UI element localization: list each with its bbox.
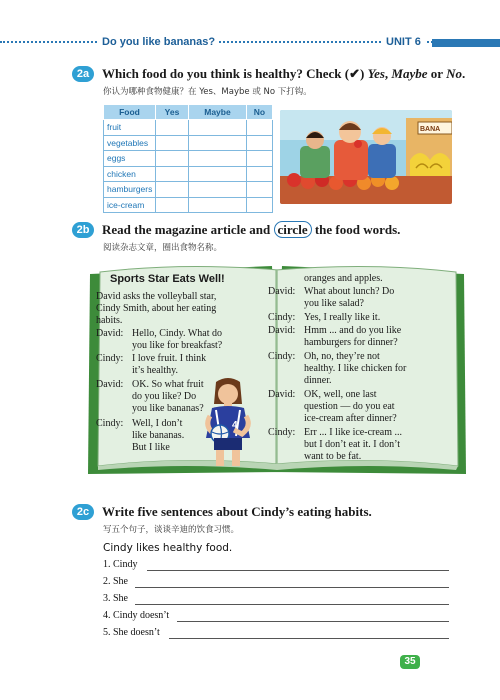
instruction-2c: Write five sentences about Cindy’s eating habits. xyxy=(102,504,372,519)
check-cell[interactable] xyxy=(246,151,272,167)
speaker-label: David: xyxy=(96,379,124,390)
circled-word: circle xyxy=(274,221,312,238)
writing-line-5[interactable]: 5. She doesn’t xyxy=(103,627,449,641)
table-row: vegetables xyxy=(104,135,273,151)
writing-line-3[interactable]: 3. She xyxy=(103,593,449,607)
check-cell[interactable] xyxy=(189,120,247,136)
instruction-2b: Read the magazine article and circle the food words. xyxy=(102,222,401,237)
check-cell[interactable] xyxy=(156,120,189,136)
col-maybe: Maybe xyxy=(189,105,247,120)
dialogue-line: Hmm ... and do you like xyxy=(304,325,402,336)
dialogue-line: it’s healthy. xyxy=(132,365,179,376)
check-cell[interactable] xyxy=(246,166,272,182)
unit-header xyxy=(0,36,500,56)
intro-line: Cindy Smith, about her eating xyxy=(96,303,217,314)
table-row: eggs xyxy=(104,151,273,167)
healthy-food-table xyxy=(103,104,273,213)
dialogue-line: OK. So what fruit xyxy=(132,379,204,390)
check-cell[interactable] xyxy=(189,151,247,167)
dialogue-line: you like for breakfast? xyxy=(132,340,223,351)
dialogue-line: But I like xyxy=(132,442,170,453)
market-illustration xyxy=(280,110,452,204)
speaker-label: Cindy: xyxy=(268,427,296,438)
speaker-label: Cindy: xyxy=(96,418,124,429)
dialogue-line: do you like? Do xyxy=(132,391,197,402)
dialogue-line: like bananas. xyxy=(132,430,185,441)
instruction-2c-chinese: 写五个句子，谈谈辛迪的饮食习惯。 xyxy=(103,525,240,535)
dialogue-line: but I don’t eat it. I don’t xyxy=(304,439,401,450)
check-cell[interactable] xyxy=(246,120,272,136)
instruction-2a: Which food do you think is healthy? Check (✔) Yes, Maybe or No. xyxy=(102,66,466,81)
dialogue-line: ice-cream after dinner? xyxy=(304,413,397,424)
instruction-2a-chinese: 你认为哪种食物健康？在 Yes、Maybe 或 No 下打钩。 xyxy=(103,87,312,97)
check-cell[interactable] xyxy=(189,135,247,151)
dialogue-line: want to be fat. xyxy=(304,451,362,462)
check-cell[interactable] xyxy=(246,135,272,151)
writing-line-4[interactable]: 4. Cindy doesn’t xyxy=(103,610,449,624)
example-sentence: Cindy likes healthy food. xyxy=(103,542,233,554)
dialogue-line: oranges and apples. xyxy=(304,273,383,284)
speaker-label: Cindy: xyxy=(268,351,296,362)
dialogue-line: Well, I don’t xyxy=(132,418,183,429)
dialogue-line: healthy. I like chicken for xyxy=(304,363,407,374)
check-cell[interactable] xyxy=(156,182,189,198)
check-icon: ✔ xyxy=(349,66,360,81)
table-header-row xyxy=(104,105,273,120)
check-cell[interactable] xyxy=(246,182,272,198)
check-cell[interactable] xyxy=(189,166,247,182)
page-number: 35 xyxy=(400,655,420,669)
unit-label: UNIT 6 xyxy=(382,36,425,48)
writing-line-2[interactable]: 2. She xyxy=(103,576,449,590)
dialogue-line: What about lunch? Do xyxy=(304,286,395,297)
exercise-badge-2b: 2b xyxy=(72,222,94,238)
check-cell[interactable] xyxy=(189,182,247,198)
table-row: hamburgers xyxy=(104,182,273,198)
intro-line: David asks the volleyball star, xyxy=(96,291,217,302)
col-no: No xyxy=(246,105,272,120)
banana-sign: BANA xyxy=(420,126,441,133)
instruction-2b-chinese: 阅读杂志文章，圈出食物名称。 xyxy=(103,243,223,253)
col-yes: Yes xyxy=(156,105,189,120)
exercise-badge-2c: 2c xyxy=(72,504,94,520)
market-scene-image xyxy=(280,110,452,204)
col-food: Food xyxy=(104,105,156,120)
check-cell[interactable] xyxy=(189,197,247,213)
dialogue-line: hamburgers for dinner? xyxy=(304,337,398,348)
dotted-rule xyxy=(0,41,500,43)
dialogue-line: Yes, I really like it. xyxy=(304,312,381,323)
speaker-label: Cindy: xyxy=(96,353,124,364)
speaker-label: David: xyxy=(96,328,124,339)
table-row: fruit xyxy=(104,120,273,136)
writing-line-1[interactable]: 1. Cindy xyxy=(103,559,449,573)
dialogue-line: OK, well, one last xyxy=(304,389,377,400)
table-row: chicken xyxy=(104,166,273,182)
dialogue-line: you like bananas? xyxy=(132,403,204,414)
unit-bar xyxy=(432,39,500,47)
speaker-label: David: xyxy=(268,286,296,297)
speaker-label: David: xyxy=(268,325,296,336)
volleyball-player-image xyxy=(196,376,260,466)
speaker-label: Cindy: xyxy=(268,312,296,323)
intro-line: habits. xyxy=(96,315,123,326)
exercise-badge-2a: 2a xyxy=(72,66,94,82)
dialogue-line: you like salad? xyxy=(304,298,364,309)
dialogue-line: Oh, no, they’re not xyxy=(304,351,380,362)
dialogue-line: question — do you eat xyxy=(304,401,395,412)
dialogue-line: Err ... I like ice-cream ... xyxy=(304,427,403,438)
check-cell[interactable] xyxy=(156,197,189,213)
check-cell[interactable] xyxy=(246,197,272,213)
dialogue-line: I love fruit. I think xyxy=(132,353,207,364)
lesson-title: Do you like bananas? xyxy=(98,36,219,48)
jersey-number: 4 xyxy=(232,420,238,431)
dialogue-line: Hello, Cindy. What do xyxy=(132,328,222,339)
article-headline: Sports Star Eats Well! xyxy=(110,273,225,285)
dialogue-line: dinner. xyxy=(304,375,332,386)
table-row: ice-cream xyxy=(104,197,273,213)
check-cell[interactable] xyxy=(156,135,189,151)
check-cell[interactable] xyxy=(156,151,189,167)
check-cell[interactable] xyxy=(156,166,189,182)
speaker-label: David: xyxy=(268,389,296,400)
